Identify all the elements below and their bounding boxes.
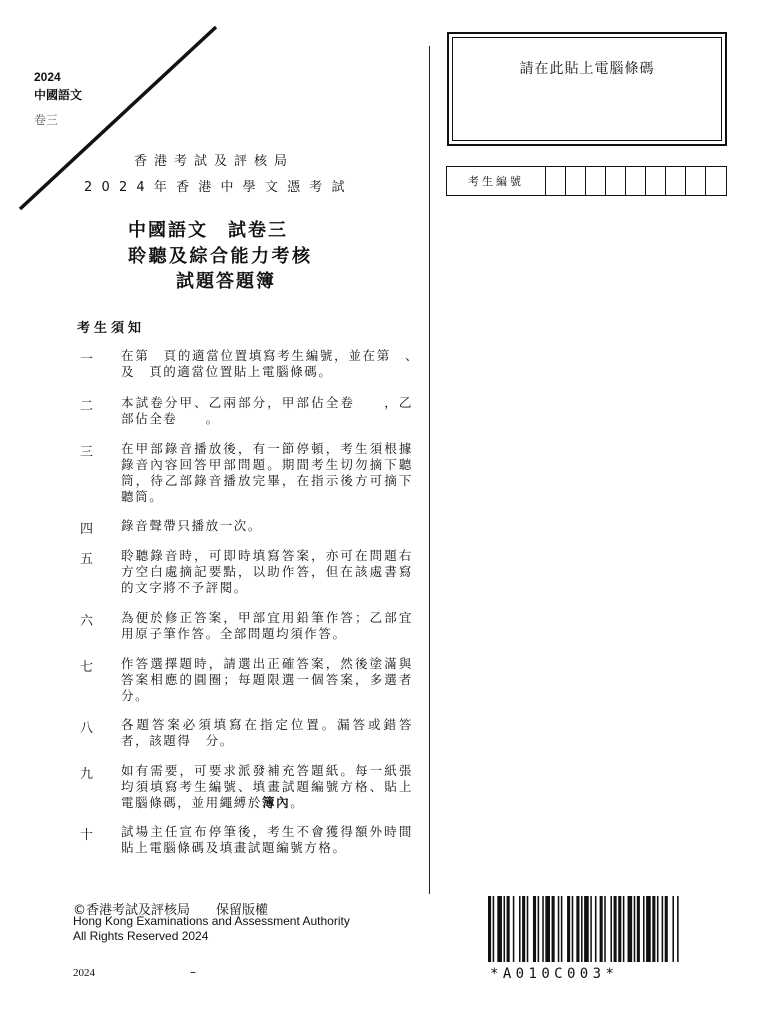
exam-name: 2024年香港中學文憑考試 xyxy=(84,180,354,195)
notice-text: 為便於修正答案，甲部宜用鉛筆作答；乙部宜用原子筆作答。全部問題均須作答。 xyxy=(121,610,413,641)
header-paper: 卷三 xyxy=(34,113,59,127)
notice-heading: 考生須知 xyxy=(77,321,146,336)
barcode-number: *A010C003* xyxy=(490,966,619,982)
notice-text: 聆聽錄音時，可即時填寫答案，亦可在問題右方空白處摘記要點，以助作答，但在該處書寫的文字將不予評閱。 xyxy=(121,548,413,595)
header-year: 2024 xyxy=(34,70,61,84)
candidate-number-box[interactable] xyxy=(566,167,586,195)
candidate-number-box[interactable] xyxy=(646,167,666,195)
copyright-english: Hong Kong Examinations and Assessment Authority xyxy=(73,914,350,928)
candidate-number-box[interactable] xyxy=(586,167,606,195)
organisation-name: 香港考試及評核局 xyxy=(134,154,295,169)
footer-year: 2024 xyxy=(73,967,95,979)
notice-text: 在第 頁的適當位置填寫考生編號，並在第 、 及 頁的適當位置貼上電腦條碼。 xyxy=(121,348,428,379)
notice-number: 十 xyxy=(80,828,94,843)
footer-dash: – xyxy=(190,965,196,979)
notice-text-part: 如有需要，可要求派發補充答題紙。每一紙張均須填寫考生編號、填畫試題編號方格、貼上電腦條碼，並用繩縛於 xyxy=(121,763,413,810)
notice-number: 八 xyxy=(80,721,94,736)
title-line-2: 聆聽及綜合能力考核 xyxy=(128,246,313,267)
column-divider xyxy=(429,46,430,894)
notice-text-part: 。 xyxy=(290,795,305,810)
barcode-label-box xyxy=(447,32,727,146)
notice-number: 四 xyxy=(80,522,94,537)
notice-number: 五 xyxy=(80,552,94,567)
candidate-number-box[interactable] xyxy=(546,167,566,195)
notice-text: 錄音聲帶只播放一次。 xyxy=(121,518,263,533)
notice-number: 一 xyxy=(80,352,94,367)
candidate-number-box[interactable] xyxy=(666,167,686,195)
notice-text: 作答選擇題時，請選出正確答案，然後塗滿與答案相應的圓圈；每題限選一個答案，多選者 分。 xyxy=(121,656,428,703)
barcode-label-text: 請在此貼上電腦條碼 xyxy=(452,37,722,141)
notice-text: 試場主任宣布停筆後，考生不會獲得額外時間貼上電腦條碼及填畫試題編號方格。 xyxy=(121,824,413,855)
notice-number: 二 xyxy=(80,399,94,414)
header-subject: 中國語文 xyxy=(34,88,83,102)
notice-number: 六 xyxy=(80,614,94,629)
candidate-number-label: 考生編號 xyxy=(447,167,546,195)
barcode-image xyxy=(488,896,710,962)
candidate-number-box[interactable] xyxy=(706,167,726,195)
notice-number: 九 xyxy=(80,767,94,782)
title-line-3: 試題答題簿 xyxy=(176,271,276,292)
notice-text-emphasis: 簿內 xyxy=(262,795,291,810)
notice-number: 七 xyxy=(80,660,94,675)
candidate-number-box[interactable] xyxy=(686,167,706,195)
copyright-chinese: ©香港考試及評核局 保留版權 xyxy=(73,903,269,918)
candidate-number-row xyxy=(446,166,727,196)
candidate-number-box[interactable] xyxy=(606,167,626,195)
notice-number: 三 xyxy=(80,445,94,460)
copyright-rights: All Rights Reserved 2024 xyxy=(73,929,209,943)
notice-text xyxy=(121,763,413,811)
title-line-1: 中國語文 試卷三 xyxy=(128,220,288,241)
notice-text: 本試卷分甲、乙兩部分，甲部佔全卷 ，乙部佔全卷 。 xyxy=(121,395,413,426)
notice-text: 在甲部錄音播放後，有一節停頓，考生須根據錄音內容回答甲部問題。期間考生切勿摘下聽筒，待乙部錄音播放完畢，在指示後方可摘下聽筒。 xyxy=(121,441,413,504)
notice-text: 各題答案必須填寫在指定位置。漏答或錯答者，該題得 分。 xyxy=(121,717,413,748)
candidate-number-box[interactable] xyxy=(626,167,646,195)
